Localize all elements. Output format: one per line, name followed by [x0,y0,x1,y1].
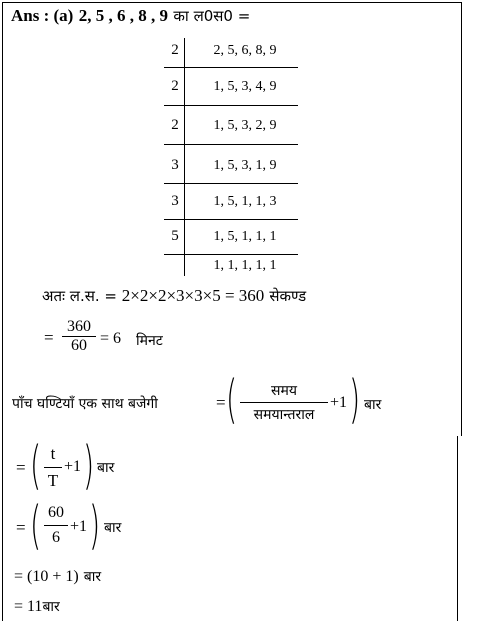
lcm-prefix: अतः ल.स. = [42,287,122,305]
fraction-bar [44,467,62,468]
numerator: 360 [67,318,91,335]
quotient-row: 2, 5, 6, 8, 9 [213,43,277,58]
final-line [14,596,60,616]
divisor: 2 [171,117,179,133]
quotient-row: 1, 5, 1, 1, 3 [213,194,277,209]
quotient-row: 1, 5, 1, 1, 1 [213,229,277,244]
ans-label: Ans : (a) [11,6,74,25]
sum-expression: = (10 + 1) [14,568,79,585]
left-paren-icon: ( [226,370,238,430]
right-paren-icon: ) [349,370,361,430]
fraction-bar [44,525,68,526]
fraction-60-6 [44,504,68,547]
sum-line [14,566,101,586]
times-unit: बार [104,520,122,536]
right-paren-icon: ) [89,496,101,556]
fraction-360-60 [62,318,96,355]
left-paren-icon: ( [30,496,42,556]
lcm-expression: 2×2×2×3×3×5 = 360 [121,286,265,305]
denominator: समयान्तराल [253,407,315,423]
answer-heading [11,6,250,26]
plus-one: +1 [70,518,88,535]
numbers-list: 2, 5 , 6 , 8 , 9 [78,6,168,25]
division-rule [164,105,298,106]
denominator: 60 [71,337,87,354]
times-unit: बार [97,460,115,476]
lcm-line [42,286,306,306]
division-rule [164,254,298,255]
division-rule [164,144,298,145]
fraction-bar [240,402,328,403]
bells-text: पाँच घण्टियाँ एक साथ बजेगी [12,396,158,412]
denominator: T [47,471,59,490]
divisor: 3 [171,193,179,209]
numerator: समय [271,383,297,399]
division-rule [164,219,298,220]
division-vertical-rule [184,38,185,276]
numerator: 60 [48,504,64,521]
quotient-row: 1, 1, 1, 1, 1 [213,258,277,273]
division-rule [164,183,298,184]
divisor: 2 [171,78,179,94]
equals-sign: = [216,393,226,412]
quotient-row: 1, 5, 3, 1, 9 [213,158,277,173]
numerator: t [50,444,56,463]
times-unit: बार [364,397,382,413]
plus-one: +1 [330,394,348,411]
lcm-unit: सेकण्ड [269,287,307,305]
fraction-time-interval [240,381,328,424]
equals-sign: = [16,458,26,477]
equals-sign: = [16,518,26,537]
left-paren-icon: ( [30,436,42,496]
times-unit: बार [83,569,102,585]
minutes-unit: मिनट [136,333,163,349]
divisor: 5 [171,228,179,244]
denominator: 6 [52,529,60,546]
equals-sign: = [44,328,54,347]
divisor: 3 [171,157,179,173]
lcm-of-label: का ल0स0 = [173,7,251,25]
plus-one: +1 [64,458,82,475]
fraction-t-T [44,444,62,491]
right-paren-icon: ) [83,436,95,496]
divisor: 2 [171,42,179,58]
quotient-row: 1, 5, 3, 4, 9 [213,79,277,94]
final-expression: = 11 [14,598,43,615]
minutes-result: = 6 [100,330,122,347]
times-unit: बार [42,599,60,615]
division-rule [164,67,298,68]
quotient-row: 1, 5, 3, 2, 9 [213,118,277,133]
